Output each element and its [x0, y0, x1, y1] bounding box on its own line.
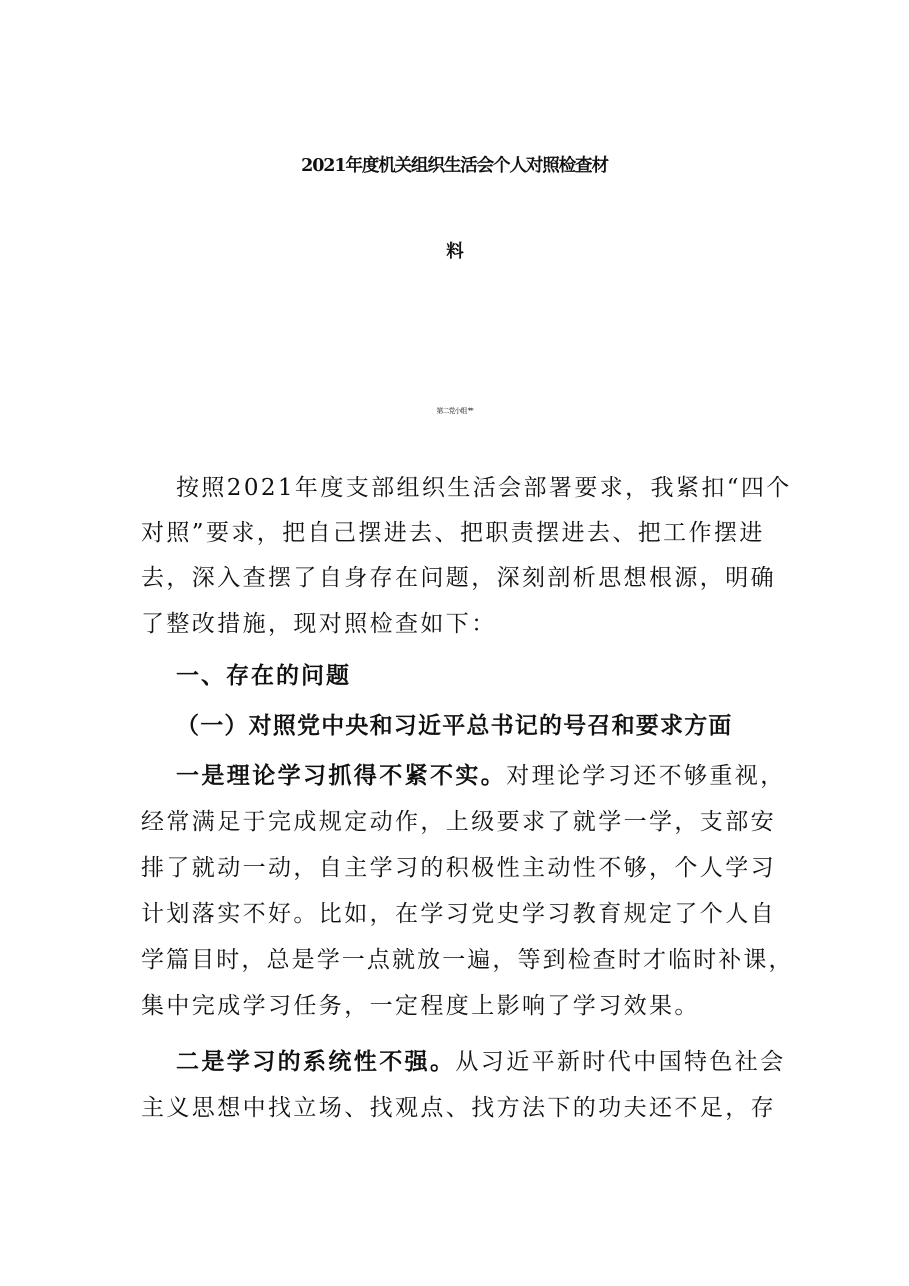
- intro-line-4: 了整改措施，现对照检查如下：: [141, 611, 497, 637]
- author-group: 第二党小组 **: [436, 407, 473, 415]
- point1-line-5: 学篇目时，总是学一点就放一遍，等到检查时才临时补课，: [141, 947, 794, 973]
- section-heading-problems: 一、存在的问题: [176, 662, 351, 689]
- point1-first-rest: 对理论学习还不够重视，: [506, 763, 786, 789]
- point2-first-line: [176, 1047, 786, 1077]
- point2-first-rest: 从习近平新时代中国特色社会: [455, 1049, 786, 1075]
- point1-first-line: [176, 761, 786, 791]
- intro-line-3: 去，深入查摆了自身存在问题，深刻剖析思想根源，明确: [141, 565, 776, 591]
- document-title-line-1: 2021年度机关组织生活会个人对照检查材: [301, 156, 608, 176]
- point1-line-6: 集中完成学习任务，一定程度上影响了学习效果。: [141, 993, 700, 1019]
- point1-lead: 一是理论学习抓得不紧不实。: [176, 762, 507, 789]
- subsection-heading-1: （一）对照党中央和习近平总书记的号召和要求方面: [176, 712, 733, 739]
- point2-line-2: 主义思想中找立场、找观点、找方法下的功夫还不足，存: [141, 1095, 776, 1121]
- intro-line-1: 按照2021年度支部组织生活会部署要求，我紧扣“四个: [176, 475, 792, 501]
- point2-lead: 二是学习的系统性不强。: [176, 1048, 456, 1075]
- point1-line-2: 经常满足于完成规定动作，上级要求了就学一学，支部安: [141, 809, 776, 835]
- intro-line-2: 对照”要求，把自己摆进去、把职责摆进去、把工作摆进: [141, 520, 765, 546]
- document-title-line-2: 料: [446, 242, 463, 262]
- point1-line-4: 计划落实不好。比如，在学习党史学习教育规定了个人自: [141, 901, 776, 927]
- point1-line-3: 排了就动一动，自主学习的积极性主动性不够，个人学习: [141, 855, 776, 881]
